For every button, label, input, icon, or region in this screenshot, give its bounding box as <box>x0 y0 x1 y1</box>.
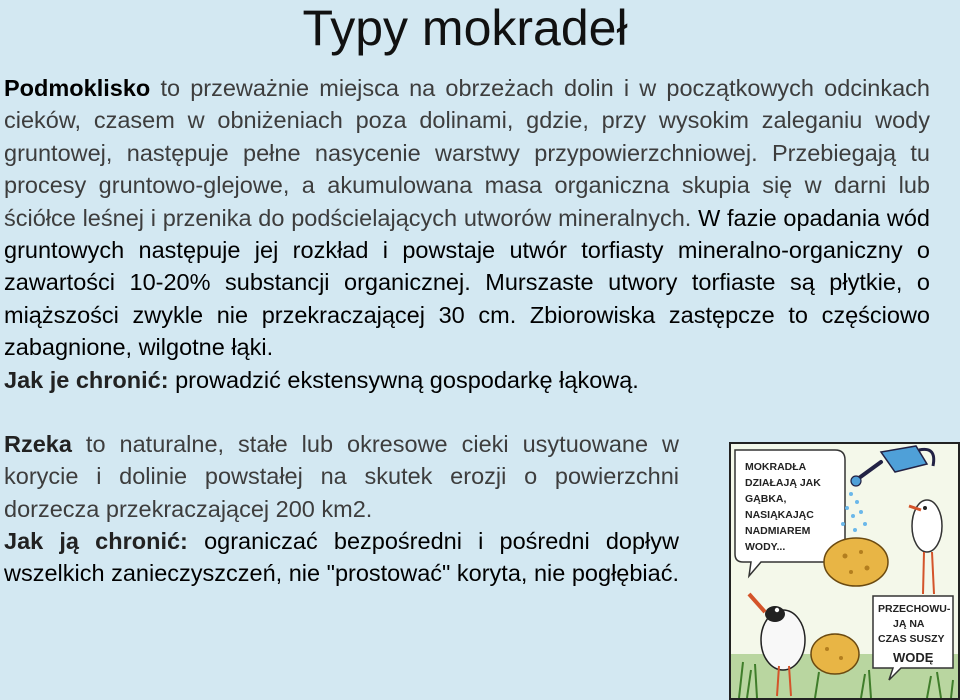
podmoklisko-section <box>4 72 930 396</box>
wetland-cartoon <box>729 442 960 700</box>
bubble-1-line-3: GĄBKA, <box>745 493 787 505</box>
bubble-1-line-5: NADMIAREM <box>745 525 811 537</box>
bubble-2-emphasis: WODĘ <box>893 650 934 665</box>
speech-bubble-bottom <box>873 596 953 680</box>
rzeka-text: to naturalne, stałe lub okresowe cieki usytuowane w korycie i dolinie powstałej na skutek erozji o powierzchni dorzecza przekraczającej 200 km2. <box>4 431 679 522</box>
bubble-2-line-3: CZAS SUSZY <box>878 633 945 645</box>
bubble-2-line-2: JĄ NA <box>893 618 925 630</box>
rzeka-term: Rzeka <box>4 431 72 457</box>
bubble-1-line-2: DZIAŁAJĄ JAK <box>745 477 821 489</box>
podmoklisko-term: Podmoklisko <box>4 75 151 101</box>
bubble-1-line-1: MOKRADŁA <box>745 461 807 473</box>
sponge-icon <box>824 538 888 586</box>
bubble-1-line-4: NASIĄKAJĄC <box>745 509 814 521</box>
podmoklisko-protect-label: Jak je chronić: <box>4 366 169 393</box>
bubble-1-line-6: WODY... <box>745 541 786 553</box>
podmoklisko-text-2: W fazie opadania wód gruntowych następuje jej rozkład i powstaje utwór torfiasty mineralno-organiczny o zawartości 10-20% substancji organicznej. Murszaste utwory torfiaste są płytkie, o miąższości zwykle nie przekraczającej 30 cm. Zbiorowiska zastępcze to częściowo zabagnione, wilgotne łąki. <box>4 204 930 361</box>
podmoklisko-text-1: to przeważnie miejsca na obrzeżach dolin i w początkowych odcinkach cieków, czasem w obniżeniach poza dolinami, gdzie, przy wysokim zaleganiu wody gruntowej, następuje pełne nasycenie warstwy przypowierzchniowej. Przebiegają tu procesy gruntowo-glejowe, a akumulowana masa organiczna skupia się w darni lub ściółce leśnej i przenika do podścielających utworów mineralnych. <box>4 75 930 231</box>
rzeka-protect-label: Jak ją chronić: <box>4 527 188 554</box>
cartoon-illustration <box>731 444 958 698</box>
rzeka-protect-text: ograniczać bezpośredni i pośredni dopływ wszelkich zanieczyszczeń, nie "prostować" koryta, nie pogłębiać. <box>4 527 680 587</box>
sponge-bottom-icon <box>811 634 859 674</box>
rzeka-section <box>4 428 679 589</box>
bubble-2-line-1: PRZECHOWU- <box>878 603 951 615</box>
podmoklisko-protect-text: prowadzić ekstensywną gospodarkę łąkową. <box>168 366 639 393</box>
page-title: Typy mokradeł <box>302 0 628 56</box>
